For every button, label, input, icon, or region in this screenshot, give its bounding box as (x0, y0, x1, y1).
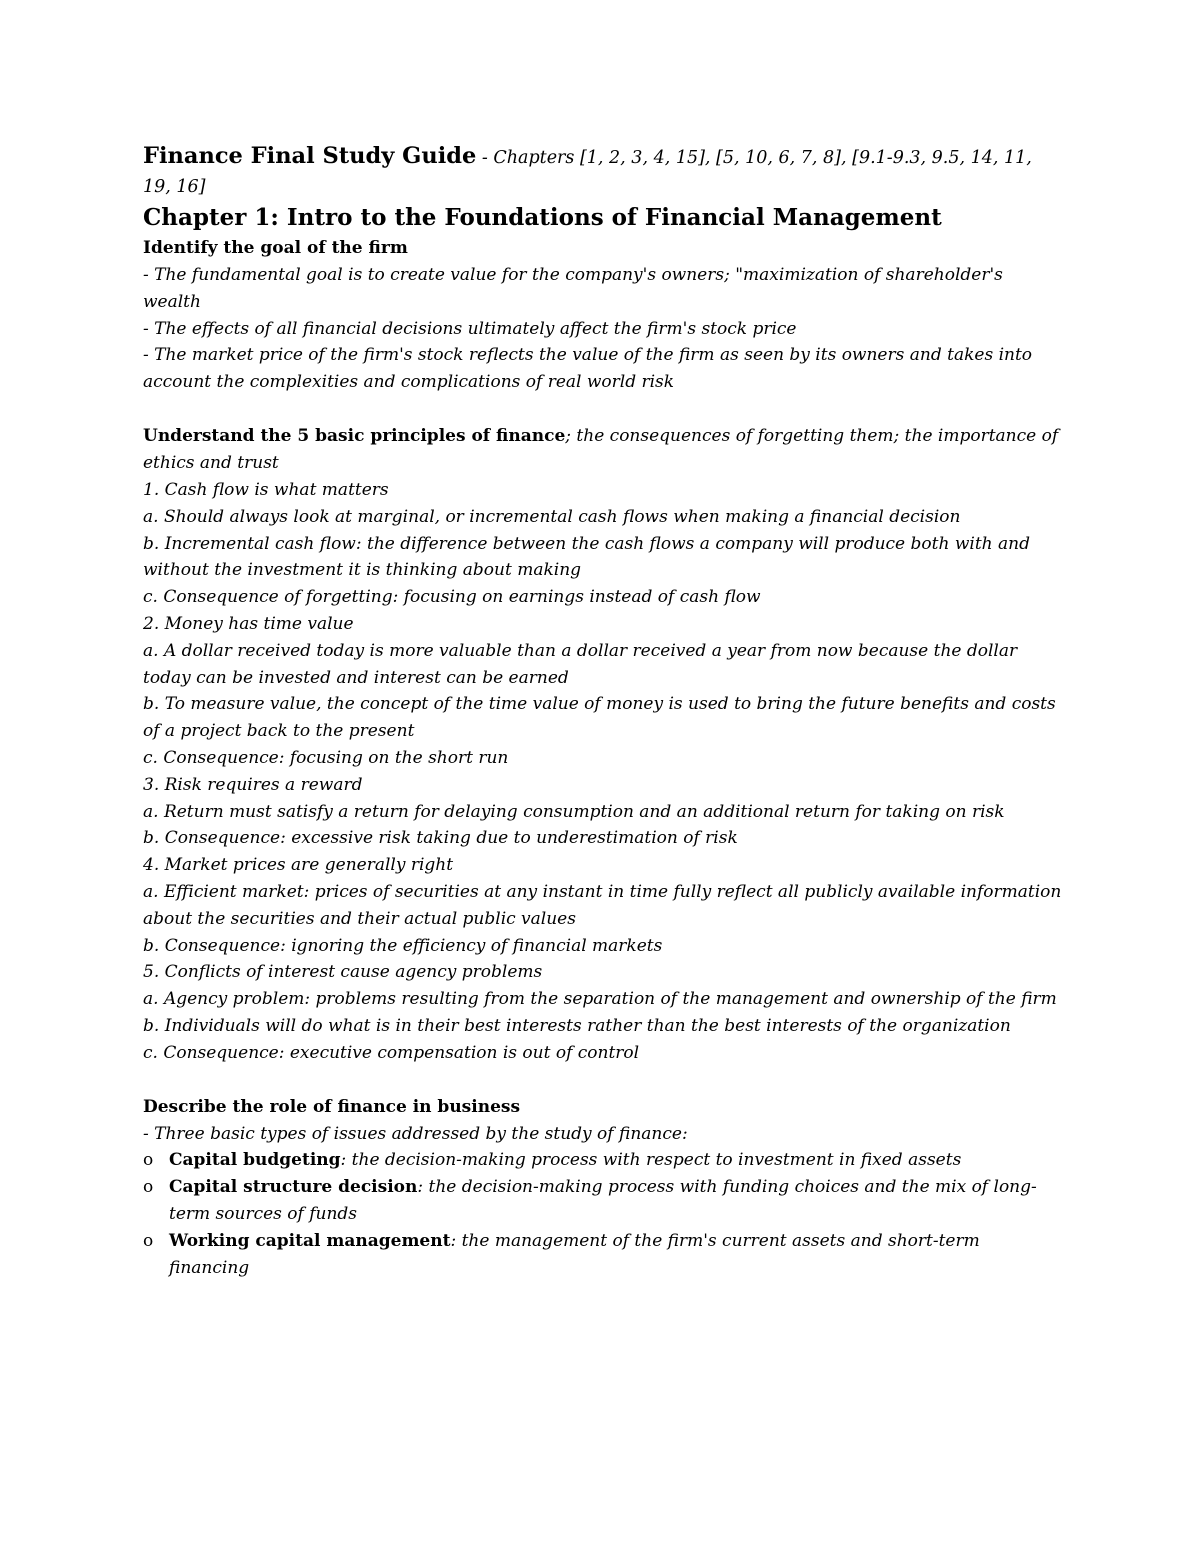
principle-line: b. To measure value, the concept of the time value of money is used to bring the future benefits and costs of a project back to the present (143, 694, 1056, 742)
bullet-text (169, 1147, 1063, 1174)
goal-line: - The effects of all financial decisions ultimately affect the firm's stock price (143, 318, 797, 339)
principle-line: a. Should always look at marginal, or incremental cash flows when making a financial decision (143, 506, 961, 527)
goal-line: - The fundamental goal is to create value for the company's owners; "maximization of shareholder's wealth (143, 265, 1003, 312)
section-spacer (143, 1067, 1063, 1094)
principle-line: 5. Conflicts of interest cause agency problems (143, 962, 543, 983)
chapter-heading: Chapter 1: Intro to the Foundations of Financial Management (143, 204, 942, 231)
section-heading-principles (143, 423, 1063, 477)
principle-line: a. A dollar received today is more valuable than a dollar received a year from now because the dollar today can be invested and interest can be earned (143, 640, 1018, 688)
goal-line: - The market price of the firm's stock reflects the value of the firm as seen by its owners and takes into account the complexities and complications of real world risk (143, 345, 1033, 393)
principle-line: c. Consequence: focusing on the short run (143, 747, 509, 768)
principle-line: b. Incremental cash flow: the difference between the cash flows a company will produce both with and without the investment it is thinking about making (143, 533, 1030, 581)
section-spacer (143, 396, 1063, 423)
bullet-marker: o (143, 1150, 154, 1171)
bullet-item (143, 1147, 1063, 1174)
principle-line: b. Consequence: ignoring the efficiency of financial markets (143, 935, 663, 956)
bullet-desc: : the decision-making process with funding choices and the mix of long-term sources of funds (169, 1177, 1037, 1224)
bullet-text (169, 1174, 1063, 1228)
principle-line: a. Return must satisfy a return for delaying consumption and an additional return for taking on risk (143, 801, 1005, 822)
principle-line: 3. Risk requires a reward (143, 774, 363, 795)
principles-heading-tail: ; the consequences of forgetting them; the importance of ethics and trust (143, 425, 1059, 473)
section-heading-goal: Identify the goal of the firm (143, 238, 408, 258)
role-intro: - Three basic types of issues addressed by the study of finance: (143, 1123, 688, 1144)
bullet-term: Working capital management (169, 1230, 451, 1251)
bullet-text (169, 1228, 1063, 1282)
principle-line: 2. Money has time value (143, 613, 354, 634)
bullet-desc: : the management of the firm's current assets and short-term financing (169, 1230, 980, 1278)
bullet-term: Capital budgeting (169, 1150, 341, 1171)
principle-line: 1. Cash flow is what matters (143, 479, 389, 500)
bullet-desc: : the decision-making process with respect to investment in fixed assets (340, 1150, 962, 1171)
bullet-item (143, 1228, 1063, 1282)
document-body (143, 143, 1063, 1281)
principle-line: 4. Market prices are generally right (143, 855, 454, 876)
title-main: Finance Final Study Guide (143, 143, 477, 169)
principle-line: a. Efficient market: prices of securities at any instant in time fully reflect all publicly available information about the securities and their actual public values (143, 881, 1062, 929)
principle-line: c. Consequence of forgetting: focusing on earnings instead of cash flow (143, 587, 761, 608)
bullet-item (143, 1174, 1063, 1228)
document-title (143, 143, 1063, 201)
bullet-marker: o (143, 1177, 154, 1198)
bullet-marker: o (143, 1230, 154, 1251)
principle-line: c. Consequence: executive compensation is out of control (143, 1042, 640, 1063)
principle-line: b. Individuals will do what is in their best interests rather than the best interests of the organization (143, 1015, 1011, 1036)
principle-line: b. Consequence: excessive risk taking due to underestimation of risk (143, 828, 738, 849)
principles-heading-text: Understand the 5 basic principles of finance (143, 425, 566, 446)
title-chapters: - Chapters [1, 2, 3, 4, 15], [5, 10, 6, 7, 8], [9.1-9.3, 9.5, 14, 11, 19, 16] (143, 148, 1032, 197)
section-heading-role: Describe the role of finance in business (143, 1096, 521, 1117)
principle-line: a. Agency problem: problems resulting from the separation of the management and ownership of the firm (143, 989, 1057, 1010)
bullet-term: Capital structure decision (169, 1177, 418, 1198)
